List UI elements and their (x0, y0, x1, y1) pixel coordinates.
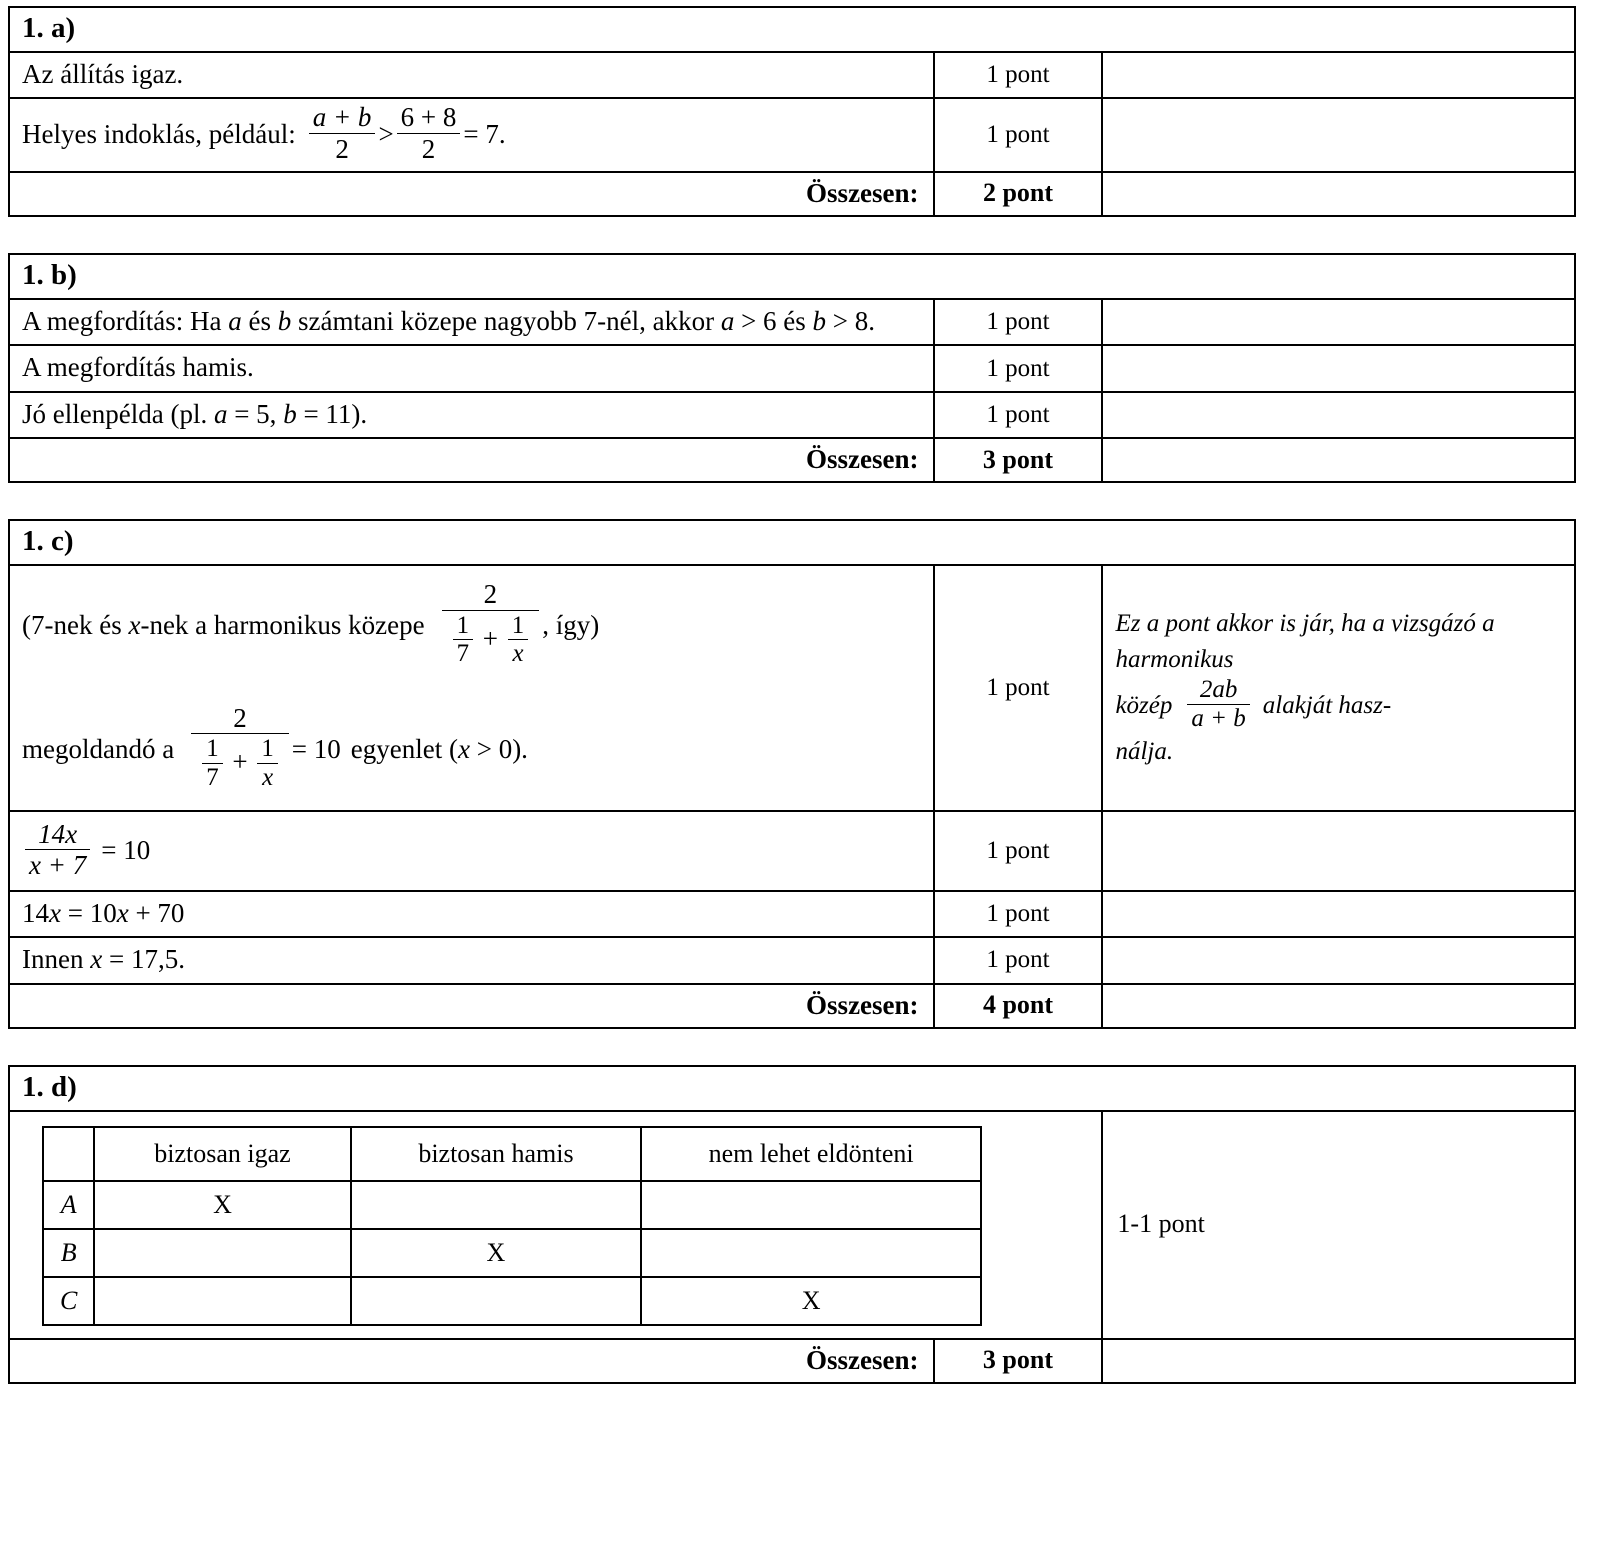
note-cell (1102, 891, 1575, 938)
note-cell (1102, 52, 1575, 99)
total-label: Összesen: (9, 172, 934, 216)
table-row (9, 254, 1575, 299)
row-label-a: A (43, 1181, 94, 1229)
note-cell (1102, 811, 1575, 890)
block-header: 1. c) (9, 520, 1575, 565)
table-row (9, 937, 1575, 984)
criterion-text-math (9, 811, 934, 890)
table-row (9, 565, 1575, 811)
cell-c-undecidable: X (641, 1277, 981, 1325)
fraction-one-seventh: $\frac{1}{7}$ (453, 612, 473, 669)
criterion-text: Innen x = 17,5. (9, 937, 934, 984)
criterion-second-tail: egyenlet (x > 0). (350, 733, 528, 764)
fraction-a-plus-b-over-2: $\frac{a + b}{2}$ (309, 102, 376, 163)
points-note-cell (1102, 1111, 1575, 1339)
criterion-text: A megfordítás hamis. (9, 345, 934, 392)
points-cell: 1 pont (934, 52, 1103, 99)
points-cell: 1-1 pont (1117, 1209, 1205, 1239)
note-cell (1102, 937, 1575, 984)
cell-b-true (94, 1229, 350, 1277)
column-header-undecidable: nem lehet eldönteni (641, 1127, 981, 1181)
note-keyword: közép (1115, 692, 1173, 720)
note-cell (1102, 392, 1575, 439)
block-1d (8, 1065, 1576, 1384)
criterion-text: Jó ellenpélda (pl. a = 5, b = 11). (9, 392, 934, 439)
block-spacer (8, 217, 1601, 253)
cell-a-true: X (94, 1181, 350, 1229)
total-label: Összesen: (9, 438, 934, 482)
table-row (9, 52, 1575, 99)
note-cell (1102, 172, 1575, 216)
table-row (9, 438, 1575, 482)
table-row (9, 172, 1575, 216)
criterion-mid: , így) (542, 609, 600, 640)
points-cell: 1 pont (934, 299, 1103, 346)
block-header: 1. a) (9, 7, 1575, 52)
cell-b-undecidable (641, 1229, 981, 1277)
equals-ten: = 10 (101, 835, 151, 866)
cell-c-false (351, 1277, 642, 1325)
note-cell (1102, 1339, 1575, 1383)
decision-table (42, 1126, 982, 1326)
cell-b-false: X (351, 1229, 642, 1277)
criterion-text: 14x = 10x + 70 (9, 891, 934, 938)
block-header: 1. b) (9, 254, 1575, 299)
note-cell (1102, 345, 1575, 392)
fraction-6-plus-8-over-2: $\frac{6 + 8}{2}$ (397, 102, 461, 163)
note-cell (1102, 565, 1575, 811)
points-cell: 1 pont (934, 392, 1103, 439)
plus-sign: + (482, 623, 499, 654)
decision-table-container (9, 1111, 1102, 1339)
criterion-lead: (7-nek és x-nek a harmonikus közepe (22, 609, 425, 640)
cell-a-false (351, 1181, 642, 1229)
table-row (9, 984, 1575, 1028)
note-lead: Ez a pont akkor is jár, ha a vizsgázó a harmonikus (1115, 610, 1495, 673)
table-row (43, 1277, 981, 1325)
table-row (9, 345, 1575, 392)
fraction-one-over-x: $\frac{1}{x}$ (257, 735, 277, 792)
cell-a-undecidable (641, 1181, 981, 1229)
total-points: 2 pont (934, 172, 1103, 216)
block-1a (8, 6, 1576, 217)
note-cell (1102, 438, 1575, 482)
block-spacer (8, 483, 1601, 519)
criterion-text-math (9, 565, 934, 811)
table-row (43, 1127, 981, 1181)
points-cell: 1 pont (934, 565, 1103, 811)
total-points: 3 pont (934, 438, 1103, 482)
column-header-certainly-true: biztosan igaz (94, 1127, 350, 1181)
column-header-certainly-false: biztosan hamis (351, 1127, 642, 1181)
table-row (9, 7, 1575, 52)
criterion-text: Az állítás igaz. (9, 52, 934, 99)
table-row (9, 299, 1575, 346)
points-cell: 1 pont (934, 98, 1103, 171)
equals-ten: = 10 (291, 733, 341, 764)
total-points: 4 pont (934, 984, 1103, 1028)
table-row (9, 891, 1575, 938)
total-label: Összesen: (9, 1339, 934, 1383)
fraction-one-over-x: $\frac{1}{x}$ (508, 612, 528, 669)
table-row (9, 98, 1575, 171)
row-label-c: C (43, 1277, 94, 1325)
fraction-harmonic-mean: 2 $\frac{1}{7}$ + $\frac{1}{x}$ (442, 579, 540, 669)
points-cell: 1 pont (934, 345, 1103, 392)
note-tail-2: nálja. (1115, 738, 1174, 766)
criterion-text-math (9, 98, 934, 171)
criterion-label: Helyes indoklás, például: (22, 118, 296, 149)
points-cell: 1 pont (934, 937, 1103, 984)
table-row (9, 392, 1575, 439)
points-cell: 1 pont (934, 811, 1103, 890)
table-row (9, 520, 1575, 565)
block-spacer (8, 1029, 1601, 1065)
points-cell: 1 pont (934, 891, 1103, 938)
fraction-one-seventh: $\frac{1}{7}$ (202, 735, 222, 792)
block-1c (8, 519, 1576, 1028)
cell-c-true (94, 1277, 350, 1325)
note-tail-1: alakját hasz- (1262, 692, 1392, 720)
corner-cell (43, 1127, 94, 1181)
fraction-14x-over-x-plus-7: $\frac{14x}{x + 7}$ (25, 819, 90, 880)
total-label: Összesen: (9, 984, 934, 1028)
fraction-2ab-over-a-plus-b: $\frac{2ab}{a + b}$ (1187, 676, 1249, 733)
plus-sign: + (232, 746, 248, 777)
table-row (43, 1229, 981, 1277)
greater-than-sign: > (378, 118, 394, 149)
table-row (9, 1066, 1575, 1111)
criterion-second-lead: megoldandó a (22, 733, 175, 764)
note-cell (1102, 299, 1575, 346)
table-row (9, 811, 1575, 890)
table-row (9, 1339, 1575, 1383)
note-cell (1102, 98, 1575, 171)
fraction-harmonic-mean-equation: 2 $\frac{1}{7}$ + $\frac{1}{x}$ (191, 703, 289, 793)
table-row (43, 1181, 981, 1229)
equals-seven: = 7. (463, 118, 506, 149)
criterion-text: A megfordítás: Ha a és b számtani közepe nagyobb 7-nél, akkor a > 6 és b > 8. (9, 299, 934, 346)
block-1b (8, 253, 1576, 484)
table-row (9, 1111, 1575, 1339)
block-header: 1. d) (9, 1066, 1575, 1111)
note-cell (1102, 984, 1575, 1028)
row-label-b: B (43, 1229, 94, 1277)
total-points: 3 pont (934, 1339, 1103, 1383)
